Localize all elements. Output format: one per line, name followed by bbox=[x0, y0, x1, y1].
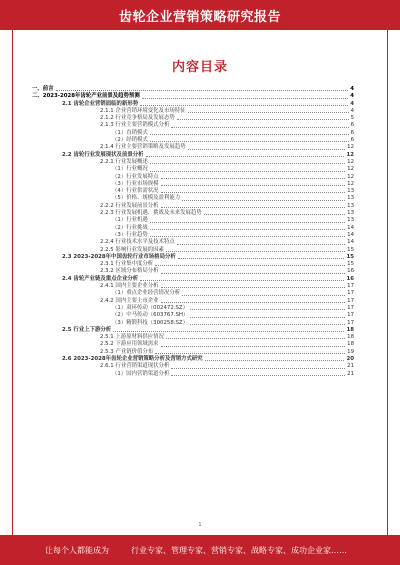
toc-entry[interactable] bbox=[32, 290, 354, 297]
toc-entry[interactable] bbox=[32, 239, 354, 246]
toc-entry-page: 5 bbox=[350, 115, 354, 122]
toc-entry-page: 14 bbox=[347, 231, 354, 238]
toc-leader-dots bbox=[150, 163, 345, 164]
toc-entry-page: 16 bbox=[347, 268, 354, 275]
toc-entry[interactable] bbox=[32, 203, 354, 210]
footer-bar bbox=[0, 535, 400, 565]
toc-entry[interactable] bbox=[32, 363, 354, 370]
toc-entry-text: （3）行业市场规模 bbox=[112, 180, 159, 187]
toc-entry-page: 4 bbox=[350, 107, 354, 114]
toc-leader-dots bbox=[190, 309, 345, 310]
toc-entry-text: （1）行业概况 bbox=[112, 166, 148, 173]
toc-entry[interactable] bbox=[32, 93, 354, 100]
toc-entry-page: 17 bbox=[347, 312, 354, 319]
toc-entry[interactable] bbox=[32, 144, 354, 151]
toc-leader-dots bbox=[171, 375, 345, 376]
toc-entry-text: （3）精锻科技（300258.SZ） bbox=[112, 319, 188, 326]
toc-entry-page: 12 bbox=[347, 166, 354, 173]
toc-entry-page: 13 bbox=[347, 202, 354, 209]
toc-leader-dots bbox=[155, 265, 345, 266]
toc-leader-dots bbox=[113, 331, 344, 332]
toc-entry-page: 13 bbox=[347, 195, 354, 202]
toc-entry[interactable] bbox=[32, 371, 354, 378]
toc-leader-dots bbox=[161, 346, 346, 347]
toc-leader-dots bbox=[150, 141, 349, 142]
toc-entry-text: 2.2.3 行业发展机遇、挑战及未来发展趋势 bbox=[100, 210, 202, 217]
toc-entry-page: 18 bbox=[347, 341, 354, 348]
toc-entry-text: 2.3.1 行业集中度分析 bbox=[100, 261, 154, 268]
toc-entry[interactable] bbox=[32, 152, 354, 159]
toc-entry-page: 21 bbox=[347, 370, 354, 377]
toc-entry[interactable] bbox=[32, 225, 354, 232]
toc-entry-text: 2.1.2 行业竞争格局及发展态势 bbox=[100, 115, 175, 122]
toc-entry-page: 17 bbox=[347, 283, 354, 290]
toc-leader-dots bbox=[188, 149, 346, 150]
toc-entry-page: 20 bbox=[346, 355, 354, 362]
table-of-contents bbox=[32, 86, 354, 378]
toc-entry-page: 15 bbox=[347, 246, 354, 253]
toc-leader-dots bbox=[140, 105, 348, 106]
toc-entry-page: 18 bbox=[347, 334, 354, 341]
toc-entry-text: 2.2.1 行业发展概述 bbox=[100, 158, 148, 165]
toc-entry-page: 14 bbox=[347, 224, 354, 231]
toc-entry-page: 12 bbox=[347, 158, 354, 165]
toc-leader-dots bbox=[182, 295, 345, 296]
toc-entry[interactable] bbox=[32, 181, 354, 188]
toc-entry[interactable] bbox=[32, 247, 354, 254]
toc-entry[interactable] bbox=[32, 174, 354, 181]
toc-entry-text: 2.4.1 国内主要企业分析 bbox=[100, 283, 159, 290]
toc-entry[interactable] bbox=[32, 122, 354, 129]
toc-leader-dots bbox=[161, 287, 346, 288]
toc-entry[interactable] bbox=[32, 254, 354, 261]
toc-entry-page: 4 bbox=[350, 100, 354, 107]
toc-entry-page: 12 bbox=[347, 173, 354, 180]
toc-entry[interactable] bbox=[32, 261, 354, 268]
toc-entry[interactable] bbox=[32, 195, 354, 202]
toc-entry-page: 17 bbox=[347, 304, 354, 311]
toc-entry-page: 17 bbox=[347, 319, 354, 326]
toc-leader-dots bbox=[166, 338, 345, 339]
toc-entry-text: （3）行业趋势 bbox=[112, 231, 148, 238]
toc-entry-page: 16 bbox=[346, 275, 354, 282]
toc-entry-text: 2.5.3 产业链价值分布 bbox=[100, 348, 154, 355]
toc-entry-page: 12 bbox=[346, 151, 354, 158]
toc-entry-text: 2.1.1 企业营销环境变化及市场特征 bbox=[100, 107, 186, 114]
toc-entry[interactable] bbox=[32, 312, 354, 319]
page-number: 1 bbox=[198, 522, 202, 528]
toc-entry-page: 13 bbox=[347, 217, 354, 224]
toc-entry-text: 2.2.2 行业发展前景分析 bbox=[100, 202, 159, 209]
toc-entry-page: 15 bbox=[346, 253, 354, 260]
toc-entry-text: （2）行业挑战 bbox=[112, 224, 148, 231]
toc-entry-page: 21 bbox=[347, 363, 354, 370]
toc-leader-dots bbox=[150, 222, 345, 223]
toc-entry-text: （1）双环传动（002472.SZ） bbox=[112, 304, 188, 311]
header-bar bbox=[0, 0, 400, 30]
toc-leader-dots bbox=[161, 302, 346, 303]
toc-entry[interactable] bbox=[32, 341, 354, 348]
toc-leader-dots bbox=[150, 134, 349, 135]
toc-entry-text: 2.1 齿轮企业营销面临的新形势 bbox=[62, 100, 139, 107]
toc-leader-dots bbox=[182, 200, 345, 201]
toc-entry-text: （1）行业机遇 bbox=[112, 217, 148, 224]
toc-entry[interactable] bbox=[32, 305, 354, 312]
toc-entry-page: 13 bbox=[347, 188, 354, 195]
toc-entry-text: 2.5.2 下游应用领域需求 bbox=[100, 341, 159, 348]
toc-entry[interactable] bbox=[32, 298, 354, 305]
toc-entry-page: 19 bbox=[347, 348, 354, 355]
toc-leader-dots bbox=[166, 251, 345, 252]
toc-entry-text: （2）行业发展特点 bbox=[112, 173, 159, 180]
toc-entry-text: （5）价格、规模及盈利能力 bbox=[112, 195, 181, 202]
toc-entry-text: （2）经销模式 bbox=[112, 137, 148, 144]
toc-entry-page: 4 bbox=[350, 86, 354, 92]
toc-entry-page: 6 bbox=[350, 137, 354, 144]
toc-entry-text: 2.2 齿轮行业发展现状及前景分析 bbox=[62, 151, 144, 158]
toc-leader-dots bbox=[178, 258, 345, 259]
toc-entry-text: （1）重点企业经营情况分析 bbox=[112, 290, 181, 297]
toc-entry-text: 2.6.1 行业营销渠道现状分析 bbox=[100, 363, 170, 370]
report-title: 齿轮企业营销策略研究报告 bbox=[118, 9, 281, 25]
toc-leader-dots bbox=[142, 98, 349, 99]
toc-leader-dots bbox=[190, 324, 345, 325]
toc-entry[interactable] bbox=[32, 130, 354, 137]
footer-slogan: 让每个人都能成为 bbox=[45, 545, 109, 555]
toc-entry[interactable] bbox=[32, 210, 354, 217]
toc-entry[interactable] bbox=[32, 276, 354, 283]
toc-entry-text: 2.5 行业上下游分析 bbox=[62, 326, 112, 333]
toc-entry-text: 一、前言 bbox=[32, 86, 54, 92]
toc-entry[interactable] bbox=[32, 334, 354, 341]
toc-entry-text: 2.2.4 行业技术水平及技术特点 bbox=[100, 239, 175, 246]
toc-leader-dots bbox=[177, 244, 345, 245]
toc-entry-text: 二、2023-2028年齿轮产业前景及趋势预测 bbox=[32, 93, 140, 100]
toc-entry-text: （4）行业供需状况 bbox=[112, 188, 159, 195]
toc-entry-page: 15 bbox=[347, 261, 354, 268]
toc-entry[interactable] bbox=[32, 188, 354, 195]
toc-entry-text: （1）国内营销渠道分析 bbox=[112, 370, 170, 377]
toc-entry[interactable] bbox=[32, 217, 354, 224]
toc-entry[interactable] bbox=[32, 283, 354, 290]
toc-leader-dots bbox=[205, 360, 345, 361]
toc-leader-dots bbox=[171, 127, 348, 128]
toc-leader-dots bbox=[140, 280, 344, 281]
toc-leader-dots bbox=[155, 353, 345, 354]
toc-entry-text: 2.3 2023-2028年中国齿轮行业市场格局分析 bbox=[62, 253, 176, 260]
toc-entry[interactable] bbox=[32, 101, 354, 108]
toc-leader-dots bbox=[161, 185, 346, 186]
toc-entry-page: 17 bbox=[347, 290, 354, 297]
toc-entry-text: 2.6 2023-2028年齿轮企业营销策略分析及营销方式研究 bbox=[62, 355, 203, 362]
toc-entry-page: 17 bbox=[347, 297, 354, 304]
toc-leader-dots bbox=[161, 192, 346, 193]
toc-entry-text: 2.4 齿轮产业链及重点企业分析 bbox=[62, 275, 139, 282]
toc-entry-text: 2.3.2 区域分布格局分析 bbox=[100, 268, 159, 275]
toc-entry[interactable] bbox=[32, 327, 354, 334]
footer-tagline: 行业专家、管理专家、营销专家、战略专家、成功企业家…… bbox=[131, 545, 347, 555]
toc-entry-text: （2）中马传动（603767.SH） bbox=[112, 312, 189, 319]
toc-entry-text: 2.1.3 行业主要营销模式分析 bbox=[100, 122, 170, 129]
toc-leader-dots bbox=[161, 178, 346, 179]
toc-entry[interactable] bbox=[32, 232, 354, 239]
toc-entry[interactable] bbox=[32, 349, 354, 356]
toc-leader-dots bbox=[146, 156, 345, 157]
toc-leader-dots bbox=[150, 236, 345, 237]
toc-leader-dots bbox=[177, 119, 349, 120]
toc-entry-page: 6 bbox=[350, 122, 354, 129]
toc-entry-page: 12 bbox=[347, 144, 354, 151]
toc-leader-dots bbox=[161, 273, 346, 274]
toc-leader-dots bbox=[190, 317, 345, 318]
toc-title: 内容目录 bbox=[171, 60, 228, 75]
toc-entry-page: 14 bbox=[347, 239, 354, 246]
toc-entry[interactable] bbox=[32, 356, 354, 363]
toc-entry-text: （1）直销模式 bbox=[112, 129, 148, 136]
toc-entry-text: 2.4.2 国内主要上市企业 bbox=[100, 297, 159, 304]
toc-leader-dots bbox=[56, 90, 349, 91]
toc-entry-page: 6 bbox=[350, 129, 354, 136]
toc-entry[interactable] bbox=[32, 137, 354, 144]
toc-leader-dots bbox=[171, 368, 345, 369]
toc-entry-page: 18 bbox=[346, 326, 354, 333]
toc-entry[interactable] bbox=[32, 268, 354, 275]
toc-leader-dots bbox=[150, 229, 345, 230]
toc-leader-dots bbox=[188, 112, 349, 113]
toc-entry-page: 4 bbox=[350, 93, 354, 100]
toc-entry[interactable] bbox=[32, 166, 354, 173]
toc-entry[interactable] bbox=[32, 115, 354, 122]
toc-leader-dots bbox=[204, 214, 345, 215]
toc-leader-dots bbox=[161, 207, 346, 208]
toc-entry[interactable] bbox=[32, 320, 354, 327]
toc-leader-dots bbox=[150, 171, 345, 172]
toc-entry[interactable] bbox=[32, 159, 354, 166]
toc-entry-text: 2.1.4 行业主要营销策略及发展趋势 bbox=[100, 144, 186, 151]
toc-entry-page: 13 bbox=[347, 210, 354, 217]
toc-entry[interactable] bbox=[32, 108, 354, 115]
toc-entry-text: 2.2.5 影响行业发展的因素 bbox=[100, 246, 164, 253]
toc-entry-text: 2.5.1 上游原材料供应情况 bbox=[100, 334, 164, 341]
toc-entry-page: 12 bbox=[347, 180, 354, 187]
